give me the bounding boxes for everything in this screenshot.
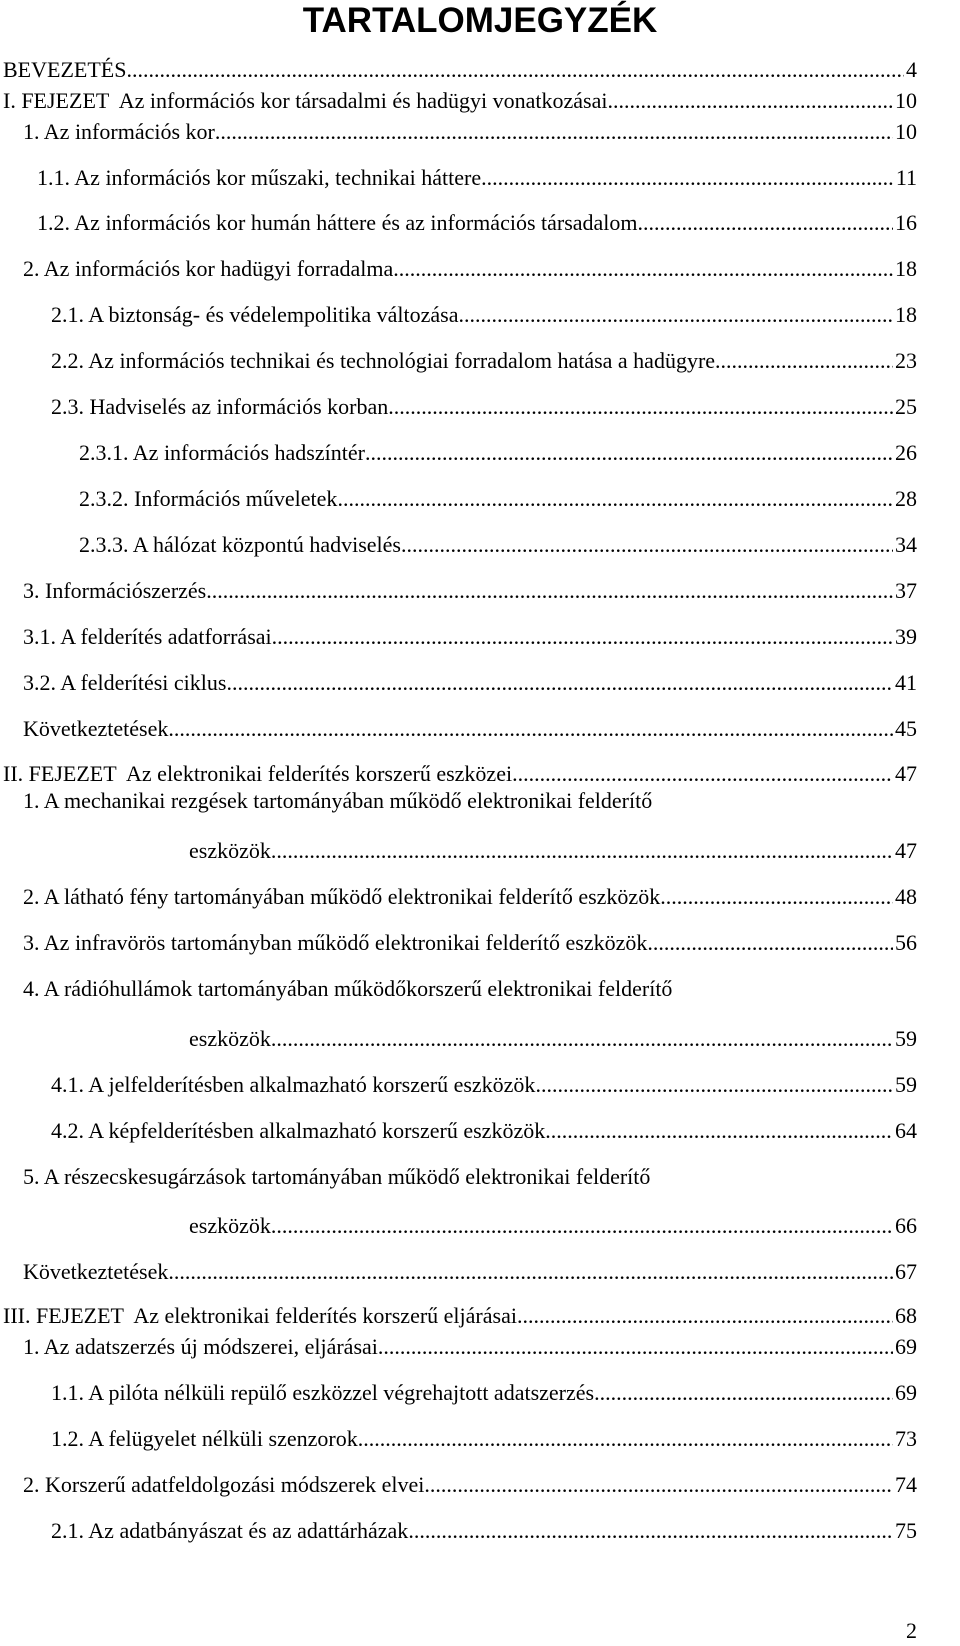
- dot-leader: [535, 1072, 893, 1098]
- toc-entry[interactable]: [51, 348, 917, 374]
- dot-leader: [168, 1259, 893, 1285]
- toc-entry-page: 69: [895, 1334, 917, 1359]
- dot-leader: [215, 119, 893, 145]
- toc-entry-label: Következtetések: [23, 1259, 169, 1284]
- toc-entry-label: eszközök: [189, 838, 271, 863]
- toc-entry-label: 2.3.3. A hálózat központú hadviselés: [79, 532, 401, 557]
- toc-entry-label: 4.1. A jelfelderítésben alkalmazható korszerű eszközök: [51, 1072, 536, 1097]
- toc-entry[interactable]: [23, 119, 917, 145]
- toc-entry-label: 1.1. A pilóta nélküli repülő eszközzel végrehajtott adatszerzés: [51, 1380, 595, 1405]
- dot-leader: [459, 302, 893, 328]
- toc-entry-bevezetes[interactable]: [3, 57, 917, 83]
- toc-entry[interactable]: [189, 838, 917, 864]
- dot-leader: [226, 670, 893, 696]
- toc-entry-label: 4.2. A képfelderítésben alkalmazható korszerű eszközök: [51, 1118, 546, 1143]
- dot-leader: [545, 1118, 893, 1144]
- toc-entry[interactable]: [51, 1118, 917, 1144]
- page-number: 2: [906, 1618, 917, 1643]
- toc-entry-fejezet-3[interactable]: [3, 1303, 917, 1329]
- toc-entry-label: 3. Az infravörös tartományban működő elektronikai felderítő eszközök: [23, 930, 648, 955]
- toc-entry-page: 34: [895, 532, 917, 557]
- toc-entry-label: eszközök: [189, 1026, 271, 1051]
- toc-entry-page: 18: [895, 256, 917, 281]
- toc-entry-page: 73: [895, 1426, 917, 1451]
- toc-entry-label: 3.2. A felderítési ciklus: [23, 670, 227, 695]
- dot-leader: [512, 761, 893, 787]
- dot-leader: [660, 884, 893, 910]
- toc-entry[interactable]: [23, 1259, 917, 1285]
- toc-entry[interactable]: [23, 930, 917, 956]
- toc-entry[interactable]: [23, 884, 917, 910]
- toc-entry-page: 48: [895, 884, 917, 909]
- dot-leader: [168, 716, 893, 742]
- toc-entry-label: III. FEJEZET Az elektronikai felderítés korszerű eljárásai: [3, 1303, 517, 1328]
- toc-entry[interactable]: [189, 1213, 917, 1239]
- toc-entry-label: 1. Az adatszerzés új módszerei, eljárásai: [23, 1334, 378, 1359]
- toc-entry-label: II. FEJEZET Az elektronikai felderítés korszerű eszközei: [3, 761, 513, 786]
- toc-entry-page: 41: [895, 670, 917, 695]
- toc-entry-page: 56: [895, 930, 917, 955]
- dot-leader: [517, 1303, 893, 1329]
- dot-leader: [337, 486, 893, 512]
- dot-leader: [393, 256, 893, 282]
- toc-entry-label: eszközök: [189, 1213, 271, 1238]
- toc-entry-page: 59: [895, 1026, 917, 1051]
- toc-entry-label: 2. A látható fény tartományában működő elektronikai felderítő eszközök: [23, 884, 661, 909]
- toc-entry-label: 2. Korszerű adatfeldolgozási módszerek elvei: [23, 1472, 425, 1497]
- dot-leader: [388, 394, 893, 420]
- toc-entry-page: 28: [895, 486, 917, 511]
- toc-entry[interactable]: [79, 440, 917, 466]
- toc-entry[interactable]: [51, 302, 917, 328]
- toc-entry[interactable]: [51, 1518, 917, 1544]
- toc-entry-page: 4: [906, 57, 917, 82]
- toc-entry-page: 16: [895, 210, 917, 235]
- toc-entry-page: 26: [895, 440, 917, 465]
- page-title: TARTALOMJEGYZÉK: [302, 1, 658, 40]
- toc-entry-page: 69: [895, 1380, 917, 1405]
- toc-entry-label: I. FEJEZET Az információs kor társadalmi és hadügyi vonatkozásai: [3, 88, 608, 113]
- toc-entry-label: 2.3.1. Az információs hadszíntér: [79, 440, 365, 465]
- toc-entry-page: 47: [895, 838, 917, 863]
- toc-entry-label: 2.1. Az adatbányászat és az adattárházak: [51, 1518, 409, 1543]
- dot-leader: [126, 57, 904, 83]
- toc-entry-page: 18: [895, 302, 917, 327]
- toc-entry-label-line1: 4. A rádióhullámok tartományában működőkorszerű elektronikai felderítő: [23, 976, 673, 1001]
- toc-entry-label: 3. Információszerzés: [23, 578, 207, 603]
- toc-entry-page: 10: [895, 88, 917, 113]
- dot-leader: [408, 1518, 893, 1544]
- toc-entry[interactable]: [189, 1026, 917, 1052]
- toc-entry-label: 1.2. A felügyelet nélküli szenzorok: [51, 1426, 358, 1451]
- toc-entry-page: 75: [895, 1518, 917, 1543]
- toc-entry-page: 25: [895, 394, 917, 419]
- toc-entry-page: 47: [895, 761, 917, 786]
- toc-entry-label: 2.2. Az információs technikai és technológiai forradalom hatása a hadügyre: [51, 348, 716, 373]
- toc-entry[interactable]: [23, 716, 917, 742]
- dot-leader: [378, 1334, 893, 1360]
- dot-leader: [594, 1380, 893, 1406]
- dot-leader: [401, 532, 893, 558]
- toc-entry[interactable]: [23, 1472, 917, 1498]
- toc-entry[interactable]: [51, 394, 917, 420]
- toc-entry[interactable]: [37, 210, 917, 236]
- toc-entry[interactable]: [79, 532, 917, 558]
- toc-entry[interactable]: [23, 256, 917, 282]
- toc-entry-page: 11: [895, 165, 917, 190]
- dot-leader: [271, 1213, 893, 1239]
- toc-entry-page: 68: [895, 1303, 917, 1328]
- toc-entry[interactable]: [23, 1334, 917, 1360]
- toc-entry-fejezet-1[interactable]: [3, 88, 917, 114]
- dot-leader: [638, 210, 893, 236]
- dot-leader: [271, 838, 893, 864]
- toc-entry-fejezet-2[interactable]: [3, 761, 917, 787]
- toc-entry[interactable]: [23, 624, 917, 650]
- toc-entry[interactable]: [37, 165, 917, 191]
- toc-entry[interactable]: [51, 1426, 917, 1452]
- dot-leader: [206, 578, 893, 604]
- toc-entry[interactable]: [79, 486, 917, 512]
- toc-entry-page: 45: [895, 716, 917, 741]
- toc-entry[interactable]: [51, 1380, 917, 1406]
- dot-leader: [358, 1426, 893, 1452]
- dot-leader: [607, 88, 893, 114]
- toc-entry-label-line1: 5. A részecskesugárzások tartományában működő elektronikai felderítő: [23, 1164, 651, 1189]
- toc-entry-page: 37: [895, 578, 917, 603]
- toc-entry-page: 66: [895, 1213, 917, 1238]
- dot-leader: [715, 348, 893, 374]
- toc-entry-label-line1: 1. A mechanikai rezgések tartományában működő elektronikai felderítő: [23, 788, 653, 813]
- toc-entry-label: 2.3.2. Információs műveletek: [79, 486, 338, 511]
- toc-entry-label: 3.1. A felderítés adatforrásai: [23, 624, 272, 649]
- toc-entry-label: 1.1. Az információs kor műszaki, technikai háttere: [37, 165, 482, 190]
- toc-entry[interactable]: [51, 1072, 917, 1098]
- toc-entry[interactable]: [23, 670, 917, 696]
- toc-entry-page: 10: [895, 119, 917, 144]
- toc-entry-label: 2.1. A biztonság- és védelempolitika változása: [51, 302, 459, 327]
- toc-entry-label: 2. Az információs kor hadügyi forradalma: [23, 256, 394, 281]
- toc-entry-label: 1.2. Az információs kor humán háttere és az információs társadalom: [37, 210, 638, 235]
- toc-entry-label: BEVEZETÉS: [3, 57, 127, 82]
- toc-entry-page: 23: [895, 348, 917, 373]
- toc-entry-page: 67: [895, 1259, 917, 1284]
- toc-entry-page: 64: [895, 1118, 917, 1143]
- toc-entry-page: 39: [895, 624, 917, 649]
- dot-leader: [272, 624, 893, 650]
- dot-leader: [481, 165, 894, 191]
- toc-entry-page: 59: [895, 1072, 917, 1097]
- toc-entry[interactable]: [23, 578, 917, 604]
- toc-entry-label: 1. Az információs kor: [23, 119, 215, 144]
- dot-leader: [365, 440, 893, 466]
- dot-leader: [647, 930, 893, 956]
- toc-entry-page: 74: [895, 1472, 917, 1497]
- toc-entry-label: 2.3. Hadviselés az információs korban: [51, 394, 389, 419]
- toc-entry-label: Következtetések: [23, 716, 169, 741]
- dot-leader: [271, 1026, 893, 1052]
- dot-leader: [424, 1472, 893, 1498]
